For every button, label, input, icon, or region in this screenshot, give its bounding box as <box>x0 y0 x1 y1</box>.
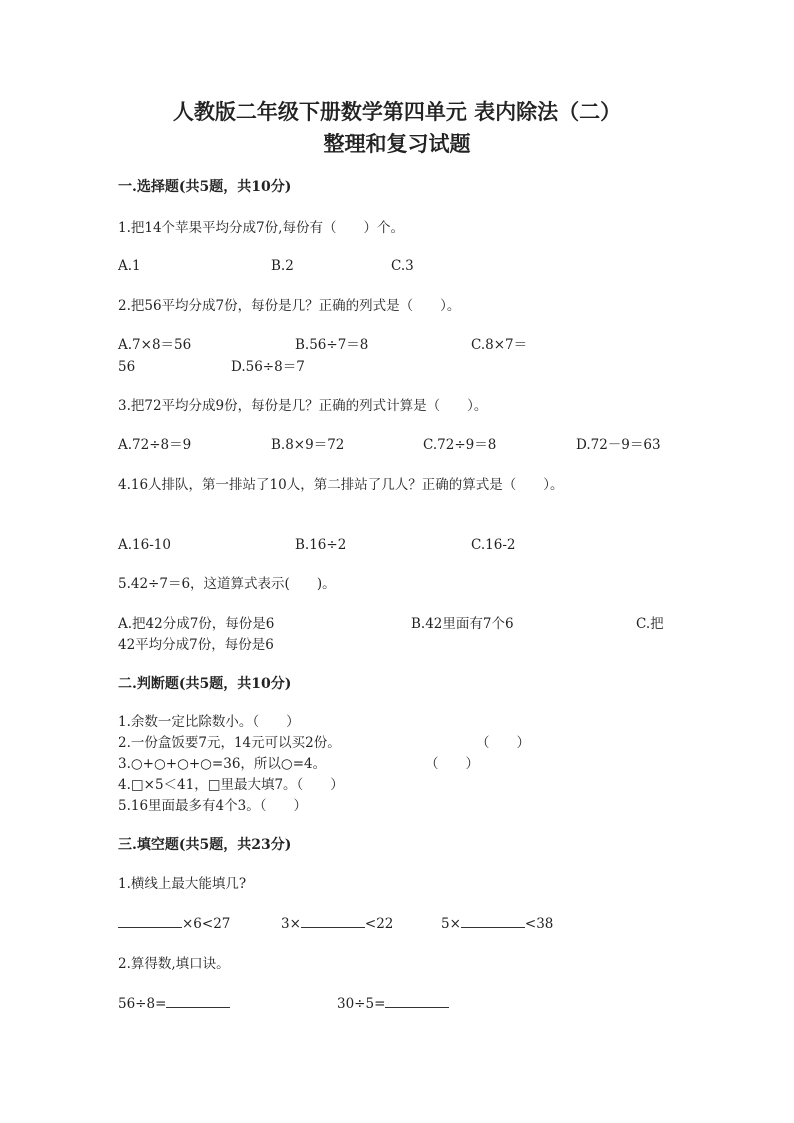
q2-option-c-cont: 56 <box>118 359 136 375</box>
fill-q1-c-post: <38 <box>524 916 554 932</box>
fill-q2-a-pre: 56÷8= <box>118 996 167 1012</box>
fill-q1-b-pre: 3× <box>281 916 301 932</box>
title-line-1: 人教版二年级下册数学第四单元 表内除法（二） <box>172 99 622 124</box>
q4-option-a: A.16-10 <box>118 537 171 553</box>
q1-option-a: A.1 <box>118 258 141 274</box>
answer-blank[interactable] <box>461 914 525 928</box>
section-3-heading: 三.填空题(共5题，共23分) <box>118 837 292 853</box>
answer-blank[interactable] <box>385 994 449 1008</box>
fill-q1-c-pre: 5× <box>441 916 461 932</box>
q1-option-b: B.2 <box>271 258 294 274</box>
q1-stem: 1.把14个苹果平均分成7份,每份有（ ）个。 <box>118 220 404 236</box>
fill-q1-b <box>281 914 393 934</box>
fill-q2-a <box>118 994 230 1014</box>
judge-item-4: 4.□×5＜41，□里最大填7。（ ） <box>118 777 344 793</box>
fill-q2-b <box>337 994 449 1014</box>
q4-option-c: C.16-2 <box>471 537 516 553</box>
q3-option-c: C.72÷9＝8 <box>423 437 497 453</box>
fill-q2-stem: 2.算得数,填口诀。 <box>118 956 230 972</box>
title-line-2: 整理和复习试题 <box>323 131 471 156</box>
answer-blank[interactable] <box>301 914 365 928</box>
fill-q2-b-pre: 30÷5= <box>337 996 386 1012</box>
section-1-heading: 一.选择题(共5题，共10分) <box>118 179 292 195</box>
judge-item-1: 1.余数一定比除数小。（ ） <box>118 714 300 730</box>
q3-option-a: A.72÷8＝9 <box>118 437 192 453</box>
judge-item-2: 2.一份盒饭要7元，14元可以买2份。 <box>118 735 341 751</box>
judge-item-3: 3.○+○+○+○=36，所以○=4。 <box>118 756 327 772</box>
q3-option-b: B.8×9＝72 <box>271 437 345 453</box>
q4-option-b: B.16÷2 <box>295 537 347 553</box>
judge-item-3-paren: （ ） <box>425 756 479 772</box>
section-2-heading: 二.判断题(共5题，共10分) <box>118 676 292 692</box>
q4-stem: 4.16人排队，第一排站了10人，第二排站了几人？正确的算式是（ ）。 <box>118 477 564 493</box>
q2-option-a: A.7×8＝56 <box>118 337 192 353</box>
answer-blank[interactable] <box>118 914 182 928</box>
q2-stem: 2.把56平均分成7份，每份是几？正确的列式是（ ）。 <box>118 298 461 314</box>
q3-stem: 3.把72平均分成9份，每份是几？正确的列式计算是（ ）。 <box>118 398 488 414</box>
q2-option-d: D.56÷8＝7 <box>231 359 305 375</box>
fill-q1-c <box>441 914 553 934</box>
fill-q1-b-post: <22 <box>364 916 394 932</box>
q1-option-c: C.3 <box>391 258 414 274</box>
q5-option-c-cont: 42平均分成7份，每份是6 <box>118 637 274 653</box>
answer-blank[interactable] <box>166 994 230 1008</box>
fill-q1-stem: 1.横线上最大能填几? <box>118 876 247 892</box>
judge-item-5: 5.16里面最多有4个3。（ ） <box>118 798 307 814</box>
fill-q1-a <box>118 914 230 934</box>
q5-option-c: C.把 <box>636 616 664 632</box>
q2-option-b: B.56÷7＝8 <box>295 337 369 353</box>
q2-option-c: C.8×7＝ <box>471 337 528 353</box>
q5-option-a: A.把42分成7份，每份是6 <box>118 616 275 632</box>
q5-stem: 5.42÷7＝6，这道算式表示( )。 <box>118 576 336 592</box>
judge-item-2-paren: （ ） <box>476 735 530 751</box>
fill-q1-a-post: ×6<27 <box>182 916 231 932</box>
q3-option-d: D.72－9＝63 <box>576 437 661 453</box>
q5-option-b: B.42里面有7个6 <box>411 616 514 632</box>
